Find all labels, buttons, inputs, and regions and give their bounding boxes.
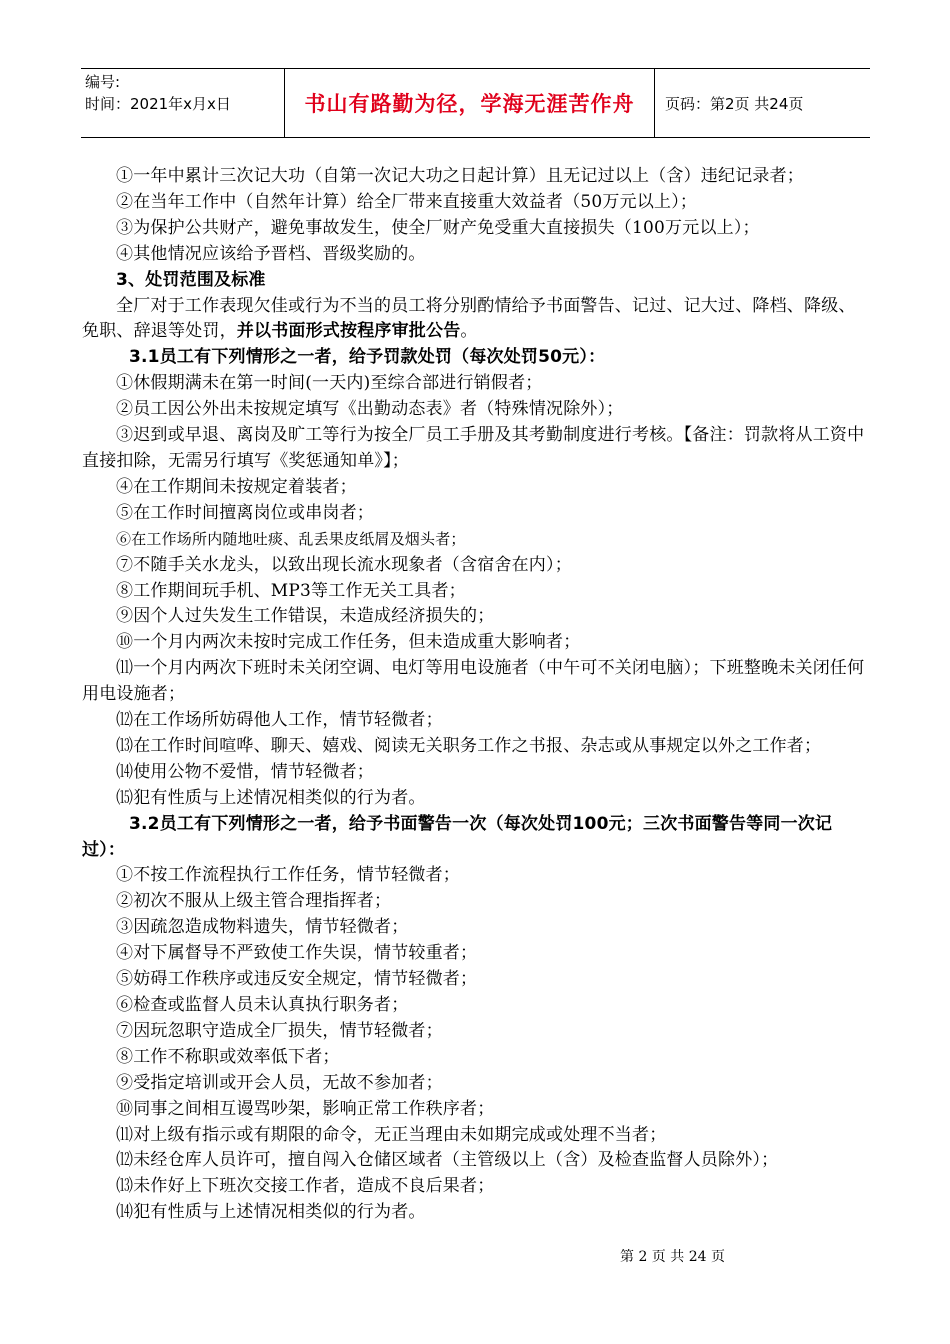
paragraph: ①一年中累计三次记大功（自第一次记大功之日起计算）且无记过以上（含）违纪记录者； (116, 166, 804, 186)
document-number-label: 编号: (85, 73, 121, 91)
paragraph: ⑿在工作场所妨碍他人工作，情节轻微者； (116, 710, 443, 731)
paragraph: ①不按工作流程执行工作任务，情节轻微者； (116, 865, 460, 886)
paragraph: ⑨受指定培训或开会人员，无故不参加者； (116, 1072, 443, 1093)
paragraph: ⒀在工作时间喧哗、聊天、嬉戏、阅读无关职务工作之书报、杂志或从事规定以外之工作者； (116, 735, 822, 756)
paragraph: ⑥在工作场所内随地吐痰、乱丢果皮纸屑及烟头者； (116, 529, 466, 548)
paragraph: ⒁犯有性质与上述情况相类似的行为者。 (116, 1202, 426, 1223)
paragraph: ②在当年工作中（自然年计算）给全厂带来直接重大效益者（50万元以上）； (116, 191, 698, 212)
paragraph-text: 。 (460, 321, 478, 342)
paragraph-bold-text: 并以书面形式按程序审批公告 (236, 321, 461, 342)
subsection-heading: 3.2员工有下列情形之一者，给予书面警告一次（每次处罚100元；三次书面警告等同一次记过）： (82, 813, 833, 860)
paragraph: ⒂犯有性质与上述情况相类似的行为者。 (116, 787, 426, 808)
paragraph: ⑥检查或监督人员未认真执行职务者； (116, 995, 409, 1015)
paragraph: ④在工作期间未按规定着装者； (116, 476, 357, 497)
paragraph: ⑾一个月内两次下班时未关闭空调、电灯等用电设施者（中午可不关闭电脑）；下班整晚未关闭任何用电设施者； (82, 658, 865, 705)
paragraph: ④其他情况应该给予晋档、晋级奖励的。 (116, 243, 426, 264)
paragraph: ⑿未经仓库人员许可，擅自闯入仓储区域者（主管级以上（含）及检查监督人员除外）； (116, 1150, 779, 1171)
paragraph: ⑤在工作时间擅离岗位或串岗者； (116, 502, 374, 523)
paragraph: ⑤妨碍工作秩序或违反安全规定，情节轻微者； (116, 969, 478, 990)
header-motto: 书山有路勤为径，学海无涯苦作舟 (285, 69, 655, 137)
paragraph: ③因疏忽造成物料遗失，情节轻微者； (116, 917, 409, 938)
paragraph: ⑾对上级有指示或有期限的命令，无正当理由未如期完成或处理不当者； (116, 1124, 667, 1145)
paragraph: ⑦因玩忽职守造成全厂损失，情节轻微者； (116, 1020, 443, 1041)
document-date-label: 时间：2021年x月x日 (85, 95, 231, 113)
page-header (81, 68, 870, 138)
paragraph-text: 全厂对于工作表现欠佳或行为不当的员工将分别酌情给予书面警告、记过、记大过、降档、降级、免职、辞退等处罚， (82, 295, 856, 342)
paragraph: ⑦不随手关水龙头，以致出现长流水现象者（含宿舍在内）； (116, 554, 572, 575)
paragraph: ⑨因个人过失发生工作错误，未造成经济损失的； (116, 606, 495, 627)
paragraph: ⒁使用公物不爱惜，情节轻微者； (116, 761, 374, 782)
paragraph: ②员工因公外出未按规定填写《出勤动态表》者（特殊情况除外）； (116, 399, 624, 420)
paragraph: ③为保护公共财产，避免事故发生，使全厂财产免受重大直接损失（100万元以上）； (116, 217, 760, 238)
paragraph: ⑩同事之间相互谩骂吵架，影响正常工作秩序者； (116, 1098, 495, 1119)
header-meta (81, 69, 285, 137)
paragraph: ③迟到或早退、离岗及旷工等行为按全厂员工手册及其考勤制度进行考核。【备注：罚款将从工资中直接扣除，无需另行填写《奖惩通知单》】； (82, 425, 865, 471)
footer-page-number: 第 2 页 共 24 页 (620, 1249, 725, 1265)
paragraph: ⑩一个月内两次未按时完成工作任务，但未造成重大影响者； (116, 632, 581, 653)
subsection-heading: 3.1员工有下列情形之一者，给予罚款处罚（每次处罚50元）： (129, 347, 606, 368)
paragraph: ⑧工作期间玩手机、MP3等工作无关工具者； (116, 580, 466, 601)
paragraph: ①休假期满未在第一时间(一天内)至综合部进行销假者； (116, 373, 543, 394)
paragraph: ⒀未作好上下班次交接工作者，造成不良后果者； (116, 1176, 495, 1197)
paragraph: ⑧工作不称职或效率低下者； (116, 1046, 340, 1067)
header-page-label: 页码：第2页 共24页 (665, 94, 804, 113)
section-heading: 3、处罚范围及标准 (116, 269, 266, 290)
paragraph: ④对下属督导不严致使工作失误，情节较重者； (116, 943, 478, 964)
paragraph (82, 294, 872, 346)
document-body (82, 164, 872, 1226)
paragraph: ②初次不服从上级主管合理指挥者； (116, 891, 392, 912)
